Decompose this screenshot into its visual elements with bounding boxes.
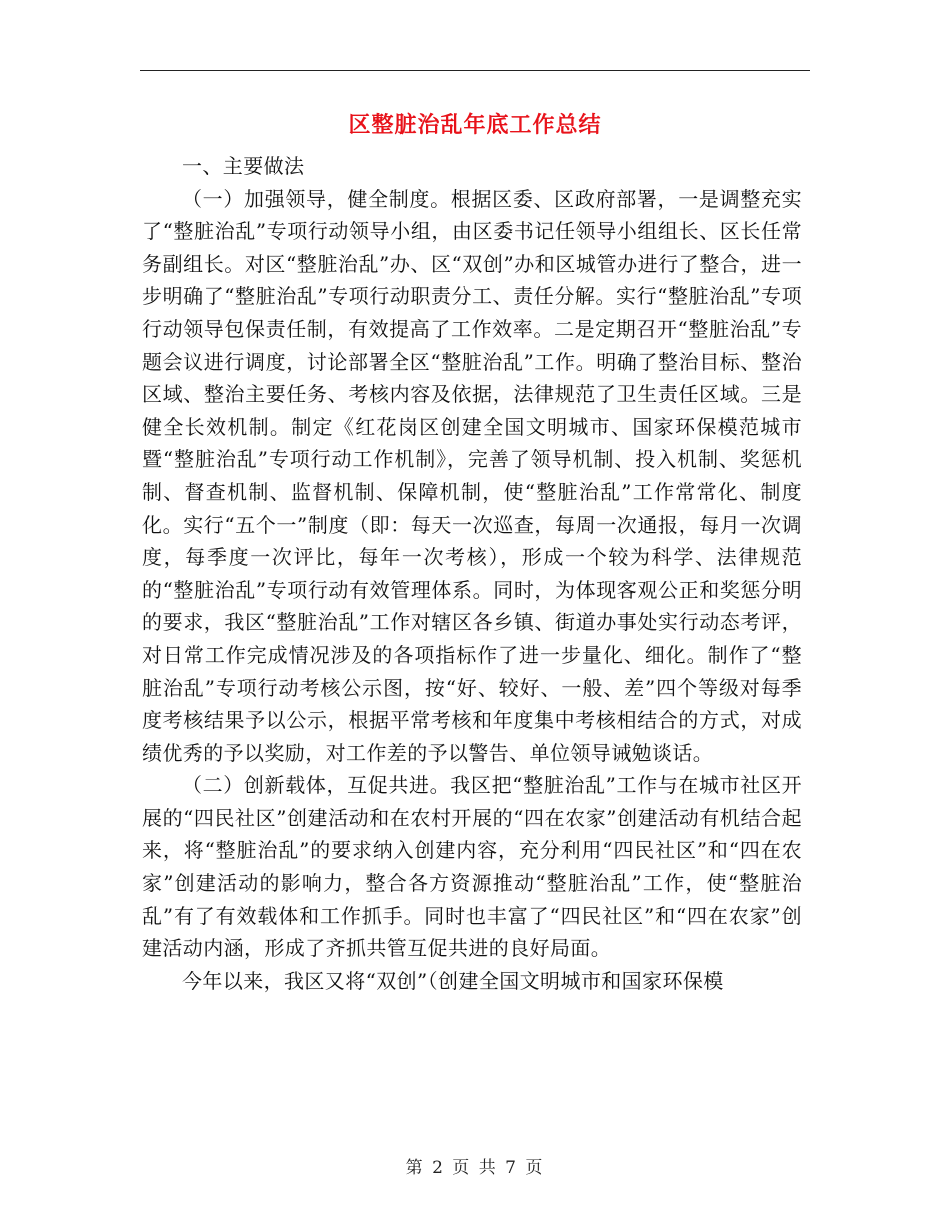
page-number: 第 2 页 共 7 页 (405, 1158, 545, 1178)
header-rule (140, 70, 810, 71)
document-body (142, 150, 802, 997)
paragraph-1: （一）加强领导，健全制度。根据区委、区政府部署，一是调整充实了“整脏治乱”专项行动领导小组，由区委书记任领导小组组长、区长任常务副组长。对区“整脏治乱”办、区“双创”办和区城管办进行了整合，进一步明确了“整脏治乱”专项行动职责分工、责任分解。实行“整脏治乱”专项行动领导包保责任制，有效提高了工作效率。二是定期召开“整脏治乱”专题会议进行调度，讨论部署全区“整脏治乱”工作。明确了整治目标、整治区域、整治主要任务、考核内容及依据，法律规范了卫生责任区域。三是健全长效机制。制定《红花岗区创建全国文明城市、国家环保模范城市暨“整脏治乱”专项行动工作机制》，完善了领导机制、投入机制、奖惩机制、督查机制、监督机制、保障机制，使“整脏治乱”工作常常化、制度化。实行“五个一”制度（即：每天一次巡查，每周一次通报，每月一次调度，每季度一次评比，每年一次考核），形成一个较为科学、法律规范的“整脏治乱”专项行动有效管理体系。同时，为体现客观公正和奖惩分明的要求，我区“整脏治乱”工作对辖区各乡镇、街道办事处实行动态考评，对日常工作完成情况涉及的各项指标作了进一步量化、细化。制作了“整脏治乱”专项行动考核公示图，按“好、较好、一般、差”四个等级对每季度考核结果予以公示，根据平常考核和年度集中考核相结合的方式，对成绩优秀的予以奖励，对工作差的予以警告、单位领导诫勉谈话。 (142, 186, 802, 765)
section-heading: 一、主要做法 (182, 154, 305, 178)
paragraph-2: （二）创新载体，互促共进。我区把“整脏治乱”工作与在城市社区开展的“四民社区”创建活动和在农村开展的“四在农家”创建活动有机结合起来，将“整脏治乱”的要求纳入创建内容，充分利用“四民社区”和“四在农家”创建活动的影响力，整合各方资源推动“整脏治乱”工作，使“整脏治乱”有了有效载体和工作抓手。同时也丰富了“四民社区”和“四在农家”创建活动内涵，形成了齐抓共管互促共进的良好局面。 (142, 773, 802, 961)
paragraph-3: 今年以来，我区又将“双创”（创建全国文明城市和国家环保模 (182, 968, 724, 993)
document-title: 区整脏治乱年底工作总结 (348, 113, 602, 138)
